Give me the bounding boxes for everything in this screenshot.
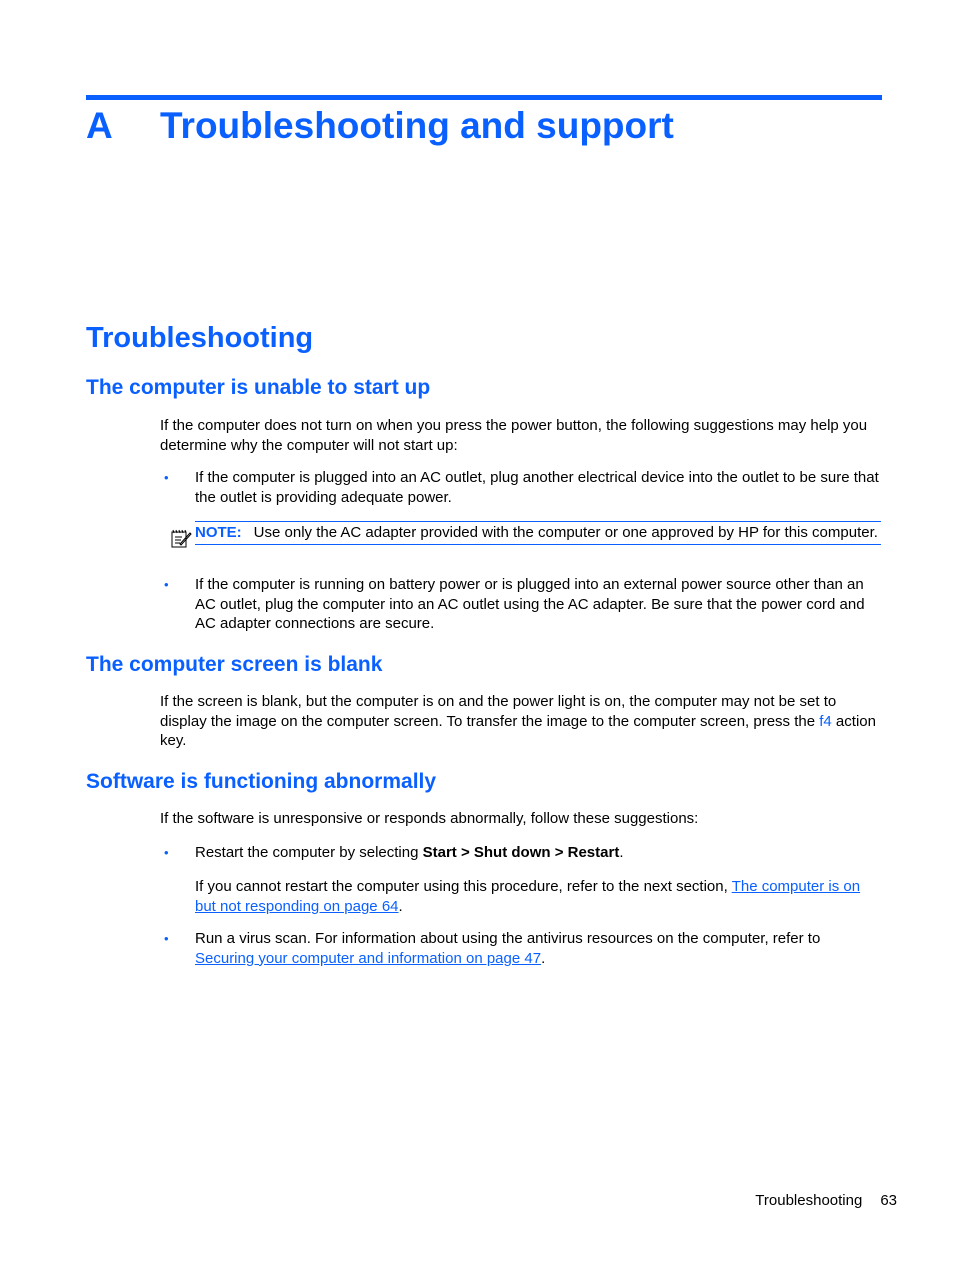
paragraph-screen-blank	[160, 692, 884, 751]
link-securing-computer[interactable]: Securing your computer and information on page 47	[195, 949, 542, 967]
bullet-icon: •	[164, 845, 169, 860]
bullet-icon: •	[164, 931, 169, 946]
f4-key-reference: f4	[819, 712, 832, 730]
paragraph-text: If the screen is blank, but the computer is on and the power light is on, the computer may not be set to display the image on the computer screen. To transfer the image to the computer screen, press the	[160, 693, 837, 730]
paragraph-software-intro: If the software is unresponsive or responds abnormally, follow these suggestions:	[160, 810, 699, 827]
chapter-top-rule	[86, 95, 882, 100]
subsection-heading-software: Software is functioning abnormally	[86, 770, 437, 793]
text-run: .	[541, 949, 546, 967]
bullet-icon: •	[164, 577, 169, 592]
followup-text	[195, 877, 883, 916]
text-run: .	[398, 897, 403, 915]
page-number: 63	[880, 1192, 897, 1209]
text-run: Run a virus scan. For information about using the antivirus resources on the computer, refer to	[195, 930, 821, 947]
list-item-text	[195, 843, 883, 863]
subsection-heading-start-up: The computer is unable to start up	[86, 376, 431, 399]
footer-section-name: Troubleshooting	[755, 1192, 863, 1209]
menu-path: Start > Shut down > Restart	[422, 844, 620, 861]
chapter-title	[86, 105, 674, 147]
chapter-letter: A	[86, 105, 113, 146]
note-box	[195, 521, 881, 545]
text-run: If you cannot restart the computer using this procedure, refer to the next section,	[195, 878, 732, 895]
paragraph-text-end: action key.	[160, 712, 876, 749]
subsection-heading-screen-blank: The computer screen is blank	[86, 653, 383, 676]
paragraph-start-up-intro: If the computer does not turn on when you press the power button, the following suggestions may help you determine why the computer will not start up:	[160, 417, 868, 454]
section-heading: Troubleshooting	[86, 322, 314, 354]
note-text: Use only the AC adapter provided with the computer or one approved by HP for this computer.	[253, 524, 878, 541]
text-run: Restart the computer by selecting	[195, 844, 423, 861]
link-computer-not-responding[interactable]: The computer is on but not responding on page 64	[195, 878, 861, 915]
chapter-title-text: Troubleshooting and support	[160, 105, 674, 146]
list-item-text: If the computer is running on battery power or is plugged into an external power source other than an AC outlet, plug the computer into an AC outlet using the AC adapter. Be sure that the power cord and AC adapter connections are secure.	[195, 576, 865, 632]
note-pad-icon	[170, 527, 192, 549]
list-item-text	[195, 929, 883, 968]
text-run: .	[619, 844, 624, 861]
page-footer	[755, 1192, 897, 1209]
list-item-text: If the computer is plugged into an AC outlet, plug another electrical device into the outlet to be sure that the outlet is providing adequate power.	[195, 469, 879, 506]
note-label: NOTE:	[195, 524, 242, 541]
bullet-icon: •	[164, 470, 169, 485]
